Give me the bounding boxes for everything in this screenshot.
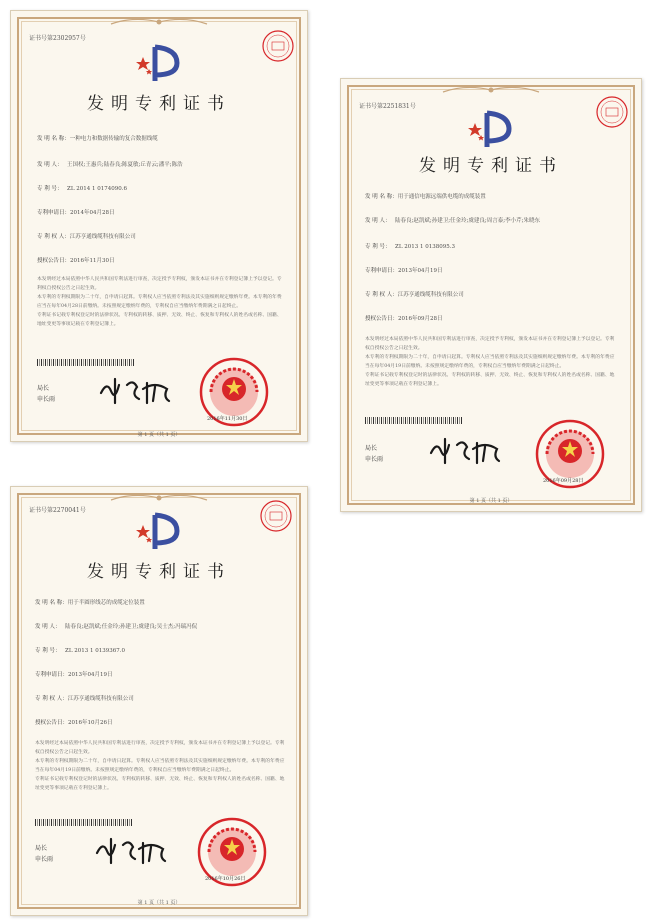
patent-no: ZL 2013 1 0138095.3 (395, 244, 455, 250)
invention-name: 用于半圆形线芯的成缆定位装置 (67, 600, 145, 606)
seal-date: 2016年09月28日 (543, 478, 584, 484)
certificate-body (35, 739, 285, 793)
inventors: 陆春良;赵凯斌;孙建卫;任金玲;虞建良;周言泰;李小芹;朱晓东 (395, 218, 540, 224)
page-number: 第 1 页（共 1 页） (469, 498, 513, 504)
top-ornament-icon (109, 492, 209, 504)
page-number: 第 1 页（共 1 页） (137, 432, 181, 438)
body-paragraph: 专利证书记载专利权登记时的法律状况。专利权的转移、质押、无效、终止、恢复和专利权人的姓名或名称、国籍、地址变更等事项记载在专利登记簿上。 (35, 777, 285, 791)
director-block (365, 443, 383, 465)
grant-date-row (37, 257, 115, 265)
filing-date: 2014年04月28日 (70, 210, 115, 216)
director-name: 申长雨 (37, 396, 56, 403)
filing-date: 2013年04月19日 (68, 672, 113, 678)
certificate-body (365, 335, 617, 389)
patentee: 江苏亨通线缆科技有限公司 (67, 696, 134, 702)
body-paragraph: 本发明经过本局依照中华人民共和国专利法进行审查，决定授予专利权，颁发本证书并在专利登记簿上予以登记。专利权自授权公告之日起生效。 (37, 277, 282, 291)
patentee-row (365, 291, 464, 299)
inventor-label: 发 明 人： (37, 162, 63, 168)
grant-date-row (35, 719, 113, 727)
patent-no: ZL 2013 1 0139367.0 (65, 648, 125, 654)
invention-name-label: 发 明 名 称： (35, 600, 68, 606)
inventor-label: 发 明 人： (365, 218, 391, 224)
body-paragraph: 本专利的专利权期限为二十年，自申请日起算。专利权人应当依照专利法及其实施细则规定缴纳年费。本专利的年费应当在每年04月19日前缴纳。未按照规定缴纳年费的，专利权自应当缴纳年费期满之日起终止。 (35, 759, 285, 773)
invention-name-row (37, 135, 158, 143)
seal-date: 2016年11月30日 (207, 416, 248, 422)
certificate-body (37, 275, 285, 329)
seal-date: 2016年10月26日 (205, 876, 246, 882)
patent-office-logo-icon (133, 43, 185, 85)
filing-date-label: 专利申请日： (35, 672, 69, 678)
grant-date: 2016年09月28日 (398, 316, 443, 322)
inventor-label: 发 明 人： (35, 624, 61, 630)
patentee-label: 专 利 权 人： (37, 234, 70, 240)
body-paragraph: 本专利的专利权期限为二十年，自申请日起算。专利权人应当依照专利法及其实施细则规定缴纳年费。本专利的年费应当在每年04月28日前缴纳。未按照规定缴纳年费的，专利权自应当缴纳年费期满之日起终止。 (37, 295, 282, 309)
patentee: 江苏亨通线缆科技有限公司 (397, 292, 464, 298)
patent-no-label: 专 利 号： (35, 648, 61, 654)
signature-icon (427, 435, 507, 467)
director-name: 申长雨 (365, 456, 384, 463)
certificate-number: 证书号第2270041号 (29, 507, 86, 514)
patent-certificate-3 (10, 486, 308, 916)
body-paragraph: 本专利的专利权期限为二十年，自申请日起算。专利权人应当依照专利法及其实施细则规定缴纳年费。本专利的年费应当在每年04月19日前缴纳。未按照规定缴纳年费的，专利权自应当缴纳年费期满之日起终止。 (365, 355, 615, 369)
patent-no-label: 专 利 号： (365, 244, 391, 250)
filing-date-row (35, 671, 113, 679)
grant-date-row (365, 315, 443, 323)
corner-stamp-icon (595, 95, 629, 129)
director-block (37, 383, 55, 405)
grant-date-label: 授权公告日： (35, 720, 69, 726)
body-paragraph: 本发明经过本局依照中华人民共和国专利法进行审查，决定授予专利权，颁发本证书并在专利登记簿上予以登记。专利权自授权公告之日起生效。 (35, 741, 285, 755)
corner-stamp-icon (259, 499, 293, 533)
patent-no-row (37, 185, 127, 193)
certificate-number: 证书号第2251831号 (359, 103, 416, 110)
filing-date-label: 专利申请日： (365, 268, 399, 274)
signature-icon (93, 835, 173, 867)
patentee-row (35, 695, 134, 703)
patentee-label: 专 利 权 人： (35, 696, 68, 702)
certificate-number: 证书号第2302957号 (29, 35, 86, 42)
patentee: 江苏亨通线缆科技有限公司 (69, 234, 136, 240)
inventors: 王国权;王惠兵;陆春良;陈夏敏;丘青云;潘平;陈浩 (67, 162, 183, 168)
barcode (37, 359, 135, 366)
grant-date-label: 授权公告日： (365, 316, 399, 322)
director-title: 局长 (35, 845, 48, 852)
top-ornament-icon (109, 16, 209, 28)
patentee-label: 专 利 权 人： (365, 292, 398, 298)
signature-icon (97, 375, 177, 407)
inventors: 陆春良;赵凯斌;任金玲;孙建卫;虞建良;吴士杰;冯瑞冯侃 (65, 624, 198, 630)
invention-name-row (365, 193, 486, 201)
filing-date-row (365, 267, 443, 275)
patentee-row (37, 233, 136, 241)
director-title: 局长 (365, 445, 378, 452)
invention-name: 一种电力和数据传输的复合数据线缆 (69, 136, 158, 142)
patent-certificate-1 (10, 10, 308, 442)
patent-certificate-2 (340, 78, 642, 512)
top-ornament-icon (441, 84, 541, 96)
invention-name-label: 发 明 名 称： (37, 136, 70, 142)
patent-no-row (35, 647, 125, 655)
certificate-title: 发明专利证书 (87, 562, 231, 582)
patent-no: ZL 2014 1 0174090.6 (67, 186, 127, 192)
certificate-title: 发明专利证书 (87, 94, 231, 114)
grant-date: 2016年11月30日 (70, 258, 115, 264)
invention-name-row (35, 599, 145, 607)
inventors-row (35, 623, 265, 631)
grant-date-label: 授权公告日： (37, 258, 71, 264)
body-paragraph: 本发明经过本局依照中华人民共和国专利法进行审查，决定授予专利权，颁发本证书并在专利登记簿上予以登记。专利权自授权公告之日起生效。 (365, 337, 615, 351)
patent-no-row (365, 243, 455, 251)
patent-office-logo-icon (465, 109, 517, 151)
invention-name: 用于通信电源远端供电缆的成缆装置 (397, 194, 486, 200)
inventors-row (37, 161, 183, 169)
director-title: 局长 (37, 385, 50, 392)
filing-date: 2013年04月19日 (398, 268, 443, 274)
corner-stamp-icon (261, 29, 295, 63)
inventors-row (365, 217, 595, 225)
barcode (35, 819, 133, 826)
body-paragraph: 专利证书记载专利权登记时的法律状况。专利权的转移、质押、无效、终止、恢复和专利权人的姓名或名称、国籍、地址变更等事项记载在专利登记簿上。 (365, 373, 615, 387)
patent-office-logo-icon (133, 511, 185, 553)
body-paragraph: 专利证书记载专利权登记时的法律状况。专利权的转移、质押、无效、终止、恢复和专利权人的姓名或名称、国籍、地址变更等事项记载在专利登记簿上。 (37, 313, 282, 327)
barcode (365, 417, 463, 424)
patent-no-label: 专 利 号： (37, 186, 63, 192)
certificate-title: 发明专利证书 (419, 156, 563, 176)
filing-date-row (37, 209, 115, 217)
invention-name-label: 发 明 名 称： (365, 194, 398, 200)
grant-date: 2016年10月26日 (68, 720, 113, 726)
filing-date-label: 专利申请日： (37, 210, 71, 216)
page-number: 第 1 页（共 1 页） (137, 900, 181, 906)
director-name: 申长雨 (35, 856, 54, 863)
director-block (35, 843, 53, 865)
